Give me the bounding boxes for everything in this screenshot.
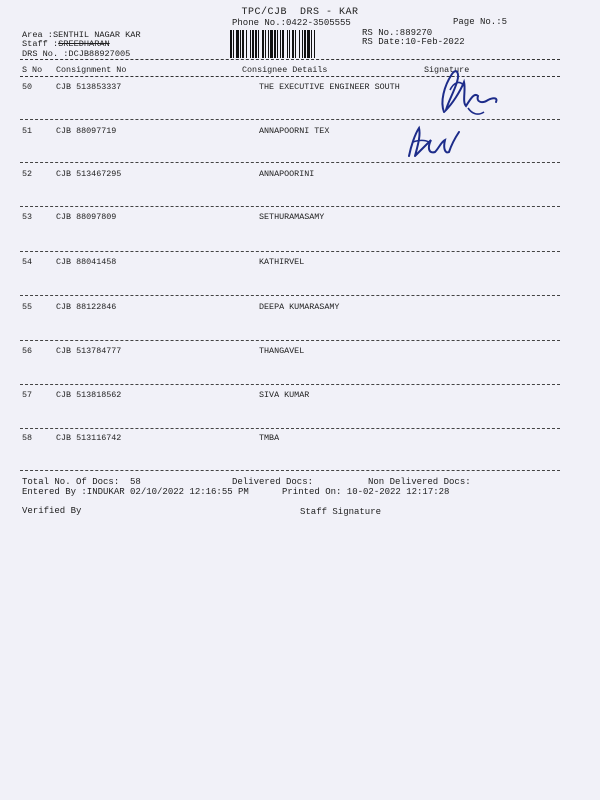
delivered-docs: Delivered Docs: <box>232 477 314 487</box>
row-consignee: ANNAPOORNI TEX <box>259 126 330 136</box>
row-divider <box>20 295 560 296</box>
row-divider <box>20 384 560 385</box>
table-row <box>0 302 600 314</box>
area-label: Area :SENTHIL NAGAR KAR <box>22 30 141 40</box>
row-s-no: 55 <box>22 302 33 312</box>
row-consignment-no: CJB 88122846 <box>56 302 117 312</box>
row-divider <box>20 162 560 163</box>
row-divider <box>20 206 560 207</box>
row-consignee: THE EXECUTIVE ENGINEER SOUTH <box>259 82 400 92</box>
table-row <box>0 82 600 94</box>
row-divider <box>20 428 560 429</box>
rs-number: RS No.:889270 <box>362 28 433 38</box>
staff-name: SREEDHARAN <box>58 39 110 49</box>
row-consignee: DEEPA KUMARASAMY <box>259 302 340 312</box>
row-consignee: SETHURAMASAMY <box>259 212 325 222</box>
row-consignment-no: CJB 88041458 <box>56 257 117 267</box>
table-row <box>0 169 600 181</box>
table-row <box>0 390 600 402</box>
row-consignment-no: CJB 513853337 <box>56 82 122 92</box>
row-consignment-no: CJB 513818562 <box>56 390 122 400</box>
column-header-consignee-details: Consignee Details <box>242 65 328 75</box>
row-consignee: ANNAPOORINI <box>259 169 315 179</box>
signature-row-51 <box>405 122 465 162</box>
table-row <box>0 346 600 358</box>
verified-by-label: Verified By <box>22 506 82 516</box>
non-delivered-docs: Non Delivered Docs: <box>368 477 471 487</box>
row-consignee: SIVA KUMAR <box>259 390 310 400</box>
row-s-no: 54 <box>22 257 33 267</box>
row-s-no: 52 <box>22 169 33 179</box>
barcode <box>230 30 356 58</box>
column-header-consignment-no: Consignment No <box>56 65 127 75</box>
staff-label-prefix: Staff : <box>22 39 59 49</box>
row-s-no: 57 <box>22 390 33 400</box>
row-s-no: 56 <box>22 346 33 356</box>
page-number: Page No.:5 <box>453 17 508 27</box>
table-row <box>0 433 600 445</box>
row-divider <box>20 470 560 471</box>
phone-number: Phone No.:0422-3505555 <box>232 18 351 28</box>
entered-by: Entered By :INDUKAR 02/10/2022 12:16:55 PM <box>22 487 249 497</box>
drs-number: DRS No. :DCJB88927005 <box>22 49 131 59</box>
row-s-no: 50 <box>22 82 33 92</box>
row-consignee: THANGAVEL <box>259 346 305 356</box>
table-row <box>0 212 600 224</box>
table-row <box>0 257 600 269</box>
row-s-no: 51 <box>22 126 33 136</box>
row-consignment-no: CJB 88097809 <box>56 212 117 222</box>
column-header-signature: Signature <box>424 65 470 75</box>
printed-on: Printed On: 10-02-2022 12:17:28 <box>282 487 450 497</box>
column-header-s-no: S No <box>22 65 43 75</box>
rs-date: RS Date:10-Feb-2022 <box>362 37 465 47</box>
row-consignee: TMBA <box>259 433 280 443</box>
row-consignment-no: CJB 88097719 <box>56 126 117 136</box>
signature-row-50 <box>430 62 505 127</box>
row-consignment-no: CJB 513467295 <box>56 169 122 179</box>
row-consignee: KATHIRVEL <box>259 257 305 267</box>
table-row <box>0 126 600 138</box>
staff-label <box>22 39 110 49</box>
row-consignment-no: CJB 513116742 <box>56 433 122 443</box>
document-title: TPC/CJB DRS - KAR <box>241 7 359 18</box>
row-consignment-no: CJB 513784777 <box>56 346 122 356</box>
total-docs: Total No. Of Docs: 58 <box>22 477 141 487</box>
row-divider <box>20 340 560 341</box>
row-s-no: 53 <box>22 212 33 222</box>
staff-signature-label: Staff Signature <box>300 507 382 517</box>
row-s-no: 58 <box>22 433 33 443</box>
header-divider-top <box>20 59 560 60</box>
row-divider <box>20 251 560 252</box>
